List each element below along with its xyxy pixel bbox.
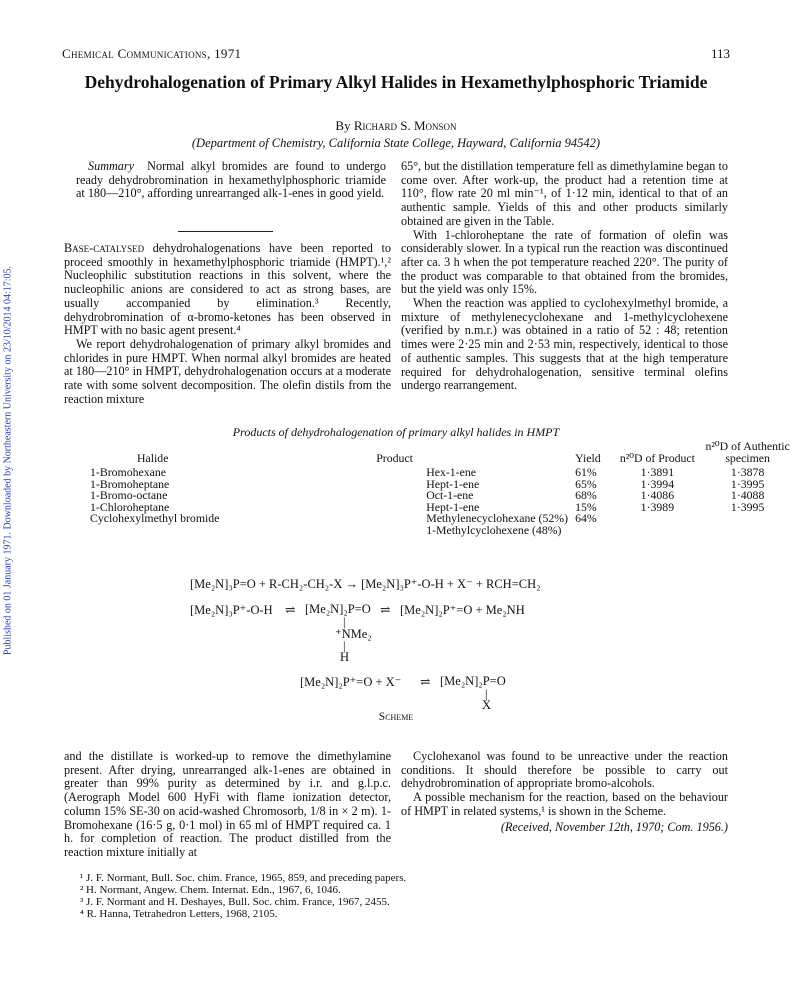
right-column-body xyxy=(401,160,728,393)
paragraph: We report dehydrohalogenation of primary alkyl bromides and chlorides in pure HMPT. When normal alkyl bromides are heated at 180—210° in HMPT, dehydrohalogenation occurs at a moderate rate with some solvent decomposition. The olefin distils from the reaction mixture xyxy=(64,336,391,406)
scheme-sub-nme2: ⁺NMe₂ xyxy=(335,627,372,641)
paragraph: and the distillate is worked-up to remove the dimethylamine present. After drying, unrearranged alk-1-enes are obtained in greater than 99% purity as determined by i.r. and g.l.p.c. (Aerograph Model 600 HyFi with flame ionization detector, column 15% SE-30 on acid-washed Chromosorb, 1/8 in × 2 m). 1-Bromohexane (16·5 g, 0·1 mol) in 65 ml of HMPT required ca. 1 h. for completion of reaction. The product distilled from the reaction mixture initially at xyxy=(64,749,391,859)
left-column-body xyxy=(64,242,391,406)
scheme-line-3b: [Me₂N]₂P=O xyxy=(440,674,506,688)
col-header-halide: Halide xyxy=(137,450,169,465)
paragraph: A possible mechanism for the reaction, based on the behaviour of HMPT in related systems,¹ is shown in the Scheme. xyxy=(401,790,728,818)
received-date: (Received, November 12th, 1970; Com. 1956.) xyxy=(500,819,728,834)
paragraph: With 1-chloroheptane the rate of formation of olefin was considerably slower. In a typical run the reaction was discontinued after ca. 3 h when the pot temperature reached 220°. The purity of the product was comparable to that obtained from the bromides, but the yield was only 15%. xyxy=(401,227,728,297)
table-row: 1-Chloroheptane Hept-1-ene 15% 1·3989 1·3995 xyxy=(90,499,765,514)
scheme-line-2a: [Me₂N]₃P⁺-O-H xyxy=(190,603,273,617)
scheme-line-1: [Me₂N]₃P=O + R-CH₂-CH₂-X → [Me₂N]₃P⁺-O-H + X⁻ + RCH=CH₂ xyxy=(190,577,541,591)
footnote: ² H. Normant, Angew. Chem. Internat. Edn., 1967, 6, 1046. xyxy=(80,884,341,896)
author-by: By xyxy=(335,118,351,133)
scheme-line-2b: [Me₂N]₂P=O xyxy=(305,602,371,616)
journal-name: Chemical Communications, 1971 xyxy=(62,46,242,61)
scheme-line-3a: [Me₂N]₂P⁺=O + X⁻ xyxy=(300,675,402,689)
summary xyxy=(64,160,386,201)
col-header-product: Product xyxy=(376,450,413,465)
paragraph: dehydrohalogenations have been reported to proceed smoothly in hexamethylphosphoric triamide (HMPT).¹,² Nucleophilic substitution reactions in this solvent, where the nucleophilic anions are considered to act as strong bases, are usually accompanied by elimination.³ Recently, dehydrobromination of α-bromo-ketones has been observed in HMPT with no basic agent present.⁴ xyxy=(64,241,391,338)
author-line xyxy=(0,118,792,134)
bottom-left-column xyxy=(64,750,391,860)
author-name: Richard S. Monson xyxy=(353,118,457,133)
reaction-scheme xyxy=(0,570,792,720)
table-row: 1-Bromoheptane Hept-1-ene 65% 1·3994 1·3995 xyxy=(90,476,765,491)
paragraph: 65°, but the distillation temperature fell as dimethylamine began to come over. After work-up, the product had a retention time at 110°, flow rate 20 ml min⁻¹, of 1·12 min, identical to that of an authentic sample. Yields of this and other products similarly obtained are given in the Table. xyxy=(401,159,728,228)
equilibrium-arrow: ⇌ xyxy=(285,603,296,617)
paragraph: When the reaction was applied to cyclohexylmethyl bromide, a mixture of methylenecyclohexane and 1-methylcyclohexene (verified by n.m.r.) was obtained in a ratio of 52 : 48; retention times were 2·25 min and 2·53 min, respectively, identical to those of authentic samples. This suggests that at the high temperature required for dehydrohalogenation, sensitive terminal olefins undergo rearrangement. xyxy=(401,296,728,393)
footnotes xyxy=(80,872,406,920)
summary-text: Normal alkyl bromides are found to undergo ready dehydrobromination in hexamethylphosphoric triamide at 180—210°, affording unrearranged alk-1-enes in good yield. xyxy=(76,159,386,201)
scheme-sub-h: H xyxy=(340,650,350,664)
table-row: 1-Methylcyclohexene (48%) xyxy=(426,522,562,537)
bottom-right-column xyxy=(401,750,728,834)
summary-divider xyxy=(178,231,273,232)
page-number: 113 xyxy=(710,46,730,61)
affiliation: (Department of Chemistry, California State College, Hayward, California 94542) xyxy=(191,136,601,150)
bond-line: | xyxy=(485,687,488,701)
bond-line: | xyxy=(343,639,346,653)
watermark-text: Published on 01 January 1971. Downloaded by Northeastern University on 23/10/2014 04:17:05. xyxy=(2,265,14,656)
footnote: ¹ J. F. Normant, Bull. Soc. chim. France, 1965, 859, and preceding papers. xyxy=(80,872,407,884)
table-row: 1-Bromohexane Hex-1-ene 61% 1·3891 1·3878 xyxy=(90,465,765,479)
download-watermark xyxy=(0,0,18,1007)
summary-label: Summary xyxy=(88,159,135,173)
scheme-label: Scheme xyxy=(378,711,414,723)
table-row: 1-Bromo-octane Oct-1-ene 68% 1·4086 1·4088 xyxy=(90,488,765,502)
equilibrium-arrow: ⇌ xyxy=(420,675,431,689)
paragraph: Cyclohexanol was found to be unreactive under the reaction conditions. It should therefore be possible to carry out dehydrobromination of appropriate bromo-alcohols. xyxy=(401,749,728,791)
products-table xyxy=(90,441,792,536)
footnote: ⁴ R. Hanna, Tetrahedron Letters, 1968, 2105. xyxy=(80,908,278,920)
table-row: Cyclohexylmethyl bromide Methylenecyclohexane (52%) 64% xyxy=(90,511,597,525)
scheme-sub-x: X xyxy=(482,698,492,712)
lead-words: Base-catalysed xyxy=(64,241,145,255)
col-header-yield: Yield xyxy=(575,450,601,465)
table-caption: Products of dehydrohalogenation of primary alkyl halides in HMPT xyxy=(232,425,560,439)
col-header-n-product: n²⁰D of Product xyxy=(619,450,695,465)
footnote: ³ J. F. Normant and H. Deshayes, Bull. Soc. chim. France, 1967, 2455. xyxy=(80,896,390,908)
bond-line: | xyxy=(343,615,346,629)
col-header-n-authentic: n²⁰D of Authentic specimen xyxy=(705,439,790,465)
equilibrium-arrow: ⇌ xyxy=(380,603,391,617)
scheme-line-2c: [Me₂N]₂P⁺=O + Me₂NH xyxy=(400,603,525,617)
article-title: Dehydrohalogenation of Primary Alkyl Halides in Hexamethylphosphoric Triamide xyxy=(84,72,708,92)
